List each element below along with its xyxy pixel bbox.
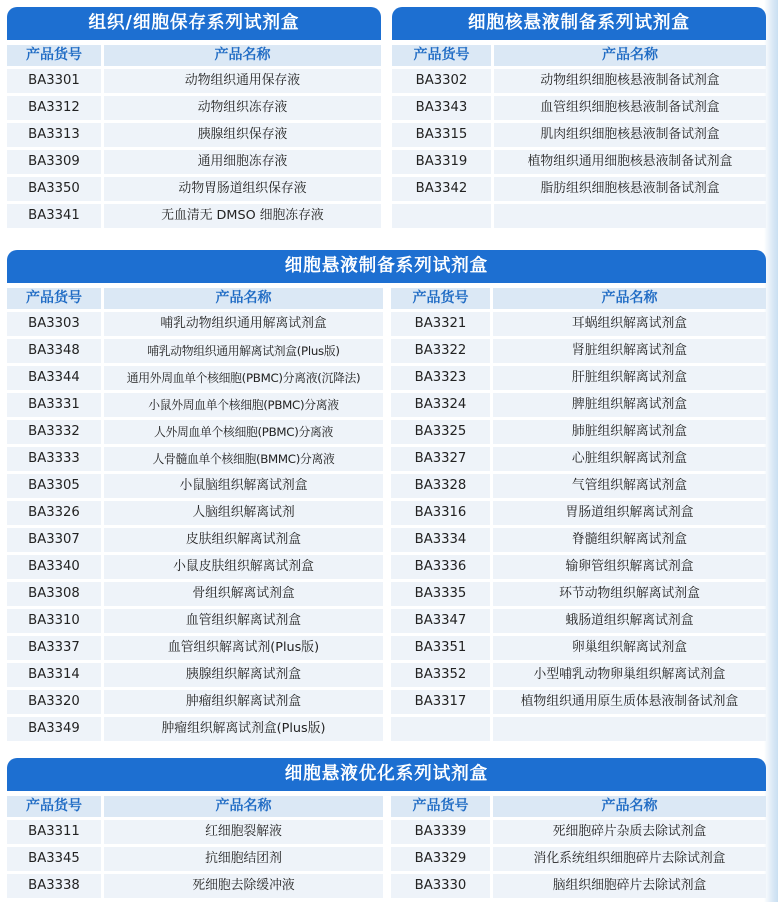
product-name: 肌肉组织细胞核悬液制备试剂盒 [494,123,766,147]
product-name: 脾脏组织解离试剂盒 [493,393,766,417]
product-code: BA3320 [7,690,104,714]
product-code: BA3323 [391,366,493,390]
table-row [391,874,766,898]
section-title: 组织/细胞保存系列试剂盒 [7,7,381,40]
product-code: BA3342 [392,177,494,201]
product-name: 哺乳动物组织通用解离试剂盒 [104,312,383,336]
product-name: 肝脏组织解离试剂盒 [493,366,766,390]
table-row [7,582,383,606]
product-code: BA3328 [391,474,493,498]
section-title: 细胞核悬液制备系列试剂盒 [392,7,766,40]
product-code [392,204,494,228]
product-code: BA3336 [391,555,493,579]
product-name: 卵巢组织解离试剂盒 [493,636,766,660]
product-code: BA3344 [7,366,104,390]
table-row [7,636,383,660]
product-name: 哺乳动物组织通用解离试剂盒(Plus版) [104,339,383,363]
product-name: 死细胞去除缓冲液 [104,874,383,898]
product-name: 植物组织通用细胞核悬液制备试剂盒 [494,150,766,174]
product-name: 心脏组织解离试剂盒 [493,447,766,471]
product-code: BA3325 [391,420,493,444]
product-name: 人外周血单个核细胞(PBMC)分离液 [104,420,383,444]
product-name: 小鼠外周血单个核细胞(PBMC)分离液 [104,393,383,417]
product-table-left [7,285,383,744]
product-name: 人骨髓血单个核细胞(BMMC)分离液 [104,447,383,471]
product-code: BA3331 [7,393,104,417]
table-row [7,150,381,174]
product-name: 抗细胞结团剂 [104,847,383,871]
product-name: 环节动物组织解离试剂盒 [493,582,766,606]
product-code: BA3310 [7,609,104,633]
table-row [391,847,766,871]
product-code: BA3308 [7,582,104,606]
column-header-name: 产品名称 [104,796,383,817]
table-row [7,204,381,228]
product-table [392,42,766,231]
product-name: 脑组织细胞碎片去除试剂盒 [493,874,766,898]
product-code [391,717,493,741]
table-row [391,582,766,606]
product-code: BA3305 [7,474,104,498]
column-header-name: 产品名称 [493,796,766,817]
table-row [391,339,766,363]
product-name: 气管组织解离试剂盒 [493,474,766,498]
product-table-left [7,793,383,901]
table-row [392,123,766,147]
product-code: BA3347 [391,609,493,633]
table-row [7,690,383,714]
product-name: 骨组织解离试剂盒 [104,582,383,606]
product-name: 血管组织细胞核悬液制备试剂盒 [494,96,766,120]
section-suspension-optimization [7,758,766,901]
table-header-row [392,45,766,66]
column-header-name: 产品名称 [493,288,766,309]
table-row [391,609,766,633]
product-name: 脊髓组织解离试剂盒 [493,528,766,552]
product-name: 血管组织解离试剂盒 [104,609,383,633]
table-row [391,717,766,741]
table-row [7,874,383,898]
table-row [391,636,766,660]
table-row [391,420,766,444]
section-title: 细胞悬液优化系列试剂盒 [7,758,766,791]
product-name: 动物组织细胞核悬液制备试剂盒 [494,69,766,93]
product-code: BA3311 [7,820,104,844]
table-row [7,69,381,93]
product-name: 胰腺组织解离试剂盒 [104,663,383,687]
product-name: 肾脏组织解离试剂盒 [493,339,766,363]
product-code: BA3350 [7,177,104,201]
table-row [391,690,766,714]
product-name [493,717,766,741]
product-code: BA3316 [391,501,493,525]
product-name: 通用细胞冻存液 [104,150,381,174]
product-code: BA3345 [7,847,104,871]
column-header-code: 产品货号 [7,45,104,66]
product-table-right [391,285,766,744]
table-row [391,663,766,687]
product-name: 通用外周血单个核细胞(PBMC)分离液(沉降法) [104,366,383,390]
product-name: 脂肪组织细胞核悬液制备试剂盒 [494,177,766,201]
product-code: BA3333 [7,447,104,471]
table-row [7,501,383,525]
column-header-code: 产品货号 [7,796,104,817]
table-row [391,393,766,417]
product-code: BA3338 [7,874,104,898]
product-code: BA3315 [392,123,494,147]
product-name: 肺脏组织解离试剂盒 [493,420,766,444]
product-name: 胃肠道组织解离试剂盒 [493,501,766,525]
product-name [494,204,766,228]
product-name: 动物胃肠道组织保存液 [104,177,381,201]
table-row [391,474,766,498]
table-row [7,393,383,417]
product-code: BA3330 [391,874,493,898]
table-row [7,528,383,552]
section-title: 细胞悬液制备系列试剂盒 [7,250,766,283]
table-row [7,366,383,390]
product-name: 皮肤组织解离试剂盒 [104,528,383,552]
table-header-row [7,288,383,309]
product-table-right [391,793,766,901]
product-code: BA3339 [391,820,493,844]
table-header-row [391,288,766,309]
table-row [392,150,766,174]
product-code: BA3314 [7,663,104,687]
product-name: 小型哺乳动物卵巢组织解离试剂盒 [493,663,766,687]
table-header-row [391,796,766,817]
table-header-row [7,45,381,66]
product-name: 血管组织解离试剂(Plus版) [104,636,383,660]
table-row [391,366,766,390]
section-nuclei-prep [392,7,766,231]
table-row [391,447,766,471]
product-code: BA3332 [7,420,104,444]
product-name: 蛾肠道组织解离试剂盒 [493,609,766,633]
product-name: 肿瘤组织解离试剂盒(Plus版) [104,717,383,741]
table-row [7,663,383,687]
table-row [7,177,381,201]
product-name: 输卵管组织解离试剂盒 [493,555,766,579]
table-row [391,555,766,579]
table-row [7,609,383,633]
product-name: 小鼠脑组织解离试剂盒 [104,474,383,498]
product-name: 植物组织通用原生质体悬液制备试剂盒 [493,690,766,714]
product-code: BA3312 [7,96,104,120]
product-code: BA3319 [392,150,494,174]
product-code: BA3313 [7,123,104,147]
product-name: 消化系统组织细胞碎片去除试剂盒 [493,847,766,871]
table-row [7,123,381,147]
product-code: BA3303 [7,312,104,336]
column-header-name: 产品名称 [494,45,766,66]
column-header-code: 产品货号 [391,796,493,817]
product-code: BA3348 [7,339,104,363]
product-name: 死细胞碎片杂质去除试剂盒 [493,820,766,844]
product-name: 肿瘤组织解离试剂盒 [104,690,383,714]
product-name: 耳蜗组织解离试剂盒 [493,312,766,336]
table-row [392,69,766,93]
product-name: 人脑组织解离试剂 [104,501,383,525]
table-row [7,420,383,444]
page-edge-shade [764,0,778,902]
product-code: BA3309 [7,150,104,174]
product-code: BA3326 [7,501,104,525]
product-code: BA3301 [7,69,104,93]
product-code: BA3321 [391,312,493,336]
product-name: 无血清无 DMSO 细胞冻存液 [104,204,381,228]
product-code: BA3302 [392,69,494,93]
product-code: BA3327 [391,447,493,471]
table-row [391,312,766,336]
product-code: BA3329 [391,847,493,871]
table-row [7,96,381,120]
table-row [391,501,766,525]
product-code: BA3322 [391,339,493,363]
column-header-code: 产品货号 [7,288,104,309]
product-code: BA3341 [7,204,104,228]
product-code: BA3343 [392,96,494,120]
product-name: 动物组织通用保存液 [104,69,381,93]
table-row [7,717,383,741]
product-code: BA3335 [391,582,493,606]
table-row [392,177,766,201]
product-code: BA3307 [7,528,104,552]
product-code: BA3351 [391,636,493,660]
column-header-name: 产品名称 [104,288,383,309]
product-name: 胰腺组织保存液 [104,123,381,147]
product-name: 红细胞裂解液 [104,820,383,844]
product-code: BA3337 [7,636,104,660]
table-row [7,339,383,363]
product-table [7,42,381,231]
table-row [391,528,766,552]
product-code: BA3317 [391,690,493,714]
product-code: BA3349 [7,717,104,741]
column-header-code: 产品货号 [391,288,493,309]
column-header-code: 产品货号 [392,45,494,66]
table-row [7,847,383,871]
table-row [7,555,383,579]
product-code: BA3334 [391,528,493,552]
table-row [7,474,383,498]
table-row [7,312,383,336]
product-name: 动物组织冻存液 [104,96,381,120]
table-row [392,96,766,120]
product-name: 小鼠皮肤组织解离试剂盒 [104,555,383,579]
table-row [7,447,383,471]
table-header-row [7,796,383,817]
table-row [7,820,383,844]
table-row [392,204,766,228]
column-header-name: 产品名称 [104,45,381,66]
table-row [391,820,766,844]
section-tissue-preservation [7,7,381,231]
section-cell-suspension [7,250,766,744]
product-code: BA3352 [391,663,493,687]
product-code: BA3324 [391,393,493,417]
product-code: BA3340 [7,555,104,579]
